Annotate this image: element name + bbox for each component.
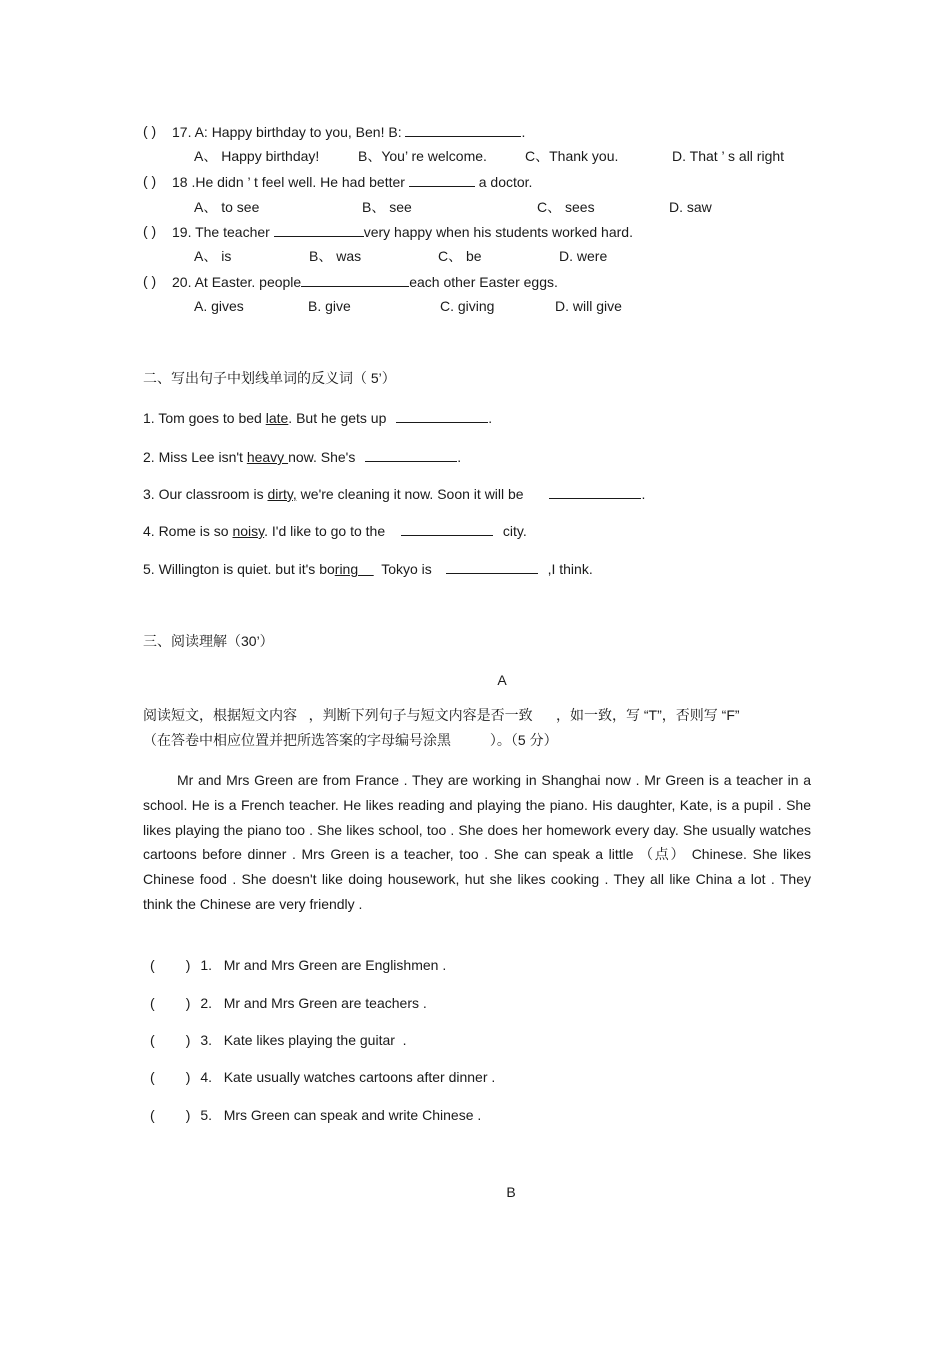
option-a[interactable]: A、 is [194, 248, 232, 264]
section-2-heading: 二、写出句子中划线单词的反义词（ 5’） [143, 370, 396, 386]
answer-blank[interactable] [301, 272, 409, 287]
answer-blank[interactable] [446, 559, 538, 574]
option-d[interactable]: D. will give [555, 298, 622, 314]
antonym-item-3: 3. Our classroom is dirty, we're cleaning it now. Soon it will be . [143, 486, 646, 502]
option-b[interactable]: B、You’ re welcome. [358, 148, 487, 164]
option-d[interactable]: D. saw [669, 199, 712, 215]
answer-blank[interactable] [549, 484, 641, 499]
underlined-word: ring [334, 561, 374, 577]
statement-item: ( ) 1. Mr and Mrs Green are Englishmen . [150, 957, 447, 973]
option-c[interactable]: C. giving [440, 298, 495, 314]
underlined-word: heavy [246, 449, 289, 465]
underlined-word: dirty, [267, 486, 297, 502]
question-stem: 19. The teacher very happy when his students worked hard. [172, 224, 633, 240]
option-d[interactable]: D. That ’ s all right [672, 148, 785, 164]
option-b[interactable]: B、 see [362, 199, 412, 215]
answer-paren[interactable]: ( ) [150, 995, 191, 1011]
answer-paren[interactable]: ( ) [143, 273, 157, 289]
antonym-item-4: 4. Rome is so noisy. I'd like to go to the city. [143, 523, 527, 539]
answer-paren[interactable]: ( ) [150, 1069, 191, 1085]
question-stem: 17. A: Happy birthday to you, Ben! B: . [172, 124, 526, 140]
instruction-line-1: 阅读短文，根据短文内容 ，判断下列句子与短文内容是否一致 ，如一致，写 “T”，否则写 “F” [143, 707, 740, 723]
instruction-line-2: （在答卷中相应位置并把所选答案的字母编号涂黑 ）。（5 分） [143, 732, 558, 748]
statement-item: ( ) 4. Kate usually watches cartoons after dinner . [150, 1069, 496, 1085]
answer-paren[interactable]: ( ) [150, 957, 191, 973]
underlined-word: noisy [232, 523, 265, 539]
part-b-label: B [506, 1184, 516, 1200]
answer-paren[interactable]: ( ) [143, 123, 157, 139]
answer-blank[interactable] [401, 521, 493, 536]
antonym-item-5: 5. Willington is quiet. but it's boring Tokyo is ,I think. [143, 561, 593, 577]
statement-item: ( ) 5. Mrs Green can speak and write Chinese . [150, 1107, 482, 1123]
antonym-item-2: 2. Miss Lee isn't heavy now. She's . [143, 449, 462, 465]
statement-item: ( ) 3. Kate likes playing the guitar . [150, 1032, 407, 1048]
option-c[interactable]: C、 sees [537, 199, 595, 215]
option-a[interactable]: A. gives [194, 298, 244, 314]
option-a[interactable]: A、 Happy birthday! [194, 148, 320, 164]
answer-paren[interactable]: ( ) [143, 223, 157, 239]
option-b[interactable]: B. give [308, 298, 351, 314]
option-d[interactable]: D. were [559, 248, 608, 264]
part-a-label: A [497, 672, 507, 688]
option-a[interactable]: A、 to see [194, 199, 260, 215]
antonym-item-1: 1. Tom goes to bed late. But he gets up . [143, 410, 493, 426]
answer-blank[interactable] [396, 408, 488, 423]
option-c[interactable]: C、Thank you. [525, 148, 619, 164]
answer-blank[interactable] [405, 122, 521, 137]
answer-blank[interactable] [365, 447, 457, 462]
answer-paren[interactable]: ( ) [150, 1032, 191, 1048]
answer-blank[interactable] [409, 172, 475, 187]
underlined-word: late [265, 410, 289, 426]
question-stem: 18 .He didn ’ t feel well. He had better a doctor. [172, 174, 533, 190]
answer-blank[interactable] [274, 222, 364, 237]
question-stem: 20. At Easter. people each other Easter eggs. [172, 274, 558, 290]
answer-paren[interactable]: ( ) [150, 1107, 191, 1123]
option-b[interactable]: B、 was [309, 248, 362, 264]
statement-item: ( ) 2. Mr and Mrs Green are teachers . [150, 995, 427, 1011]
reading-passage: Mr and Mrs Green are from France . They are working in Shanghai now . Mr Green is a teacher in a school. He is a French teacher. He likes reading and playing the piano. His daughter, Kate, is a pupil . She likes playing the piano too . She likes school, too . She does her homework every day. She usually watches cartoons before dinner . Mrs Green is a teacher, too . She can speak a little （点） Chinese. She likes Chinese food . She doesn't like doing housework, hut she likes cooking . They all like China a lot . They think the Chinese are very friendly . [143, 772, 811, 912]
option-c[interactable]: C、 be [438, 248, 482, 264]
section-3-heading: 三、阅读理解（30’） [143, 633, 274, 649]
answer-paren[interactable]: ( ) [143, 173, 157, 189]
